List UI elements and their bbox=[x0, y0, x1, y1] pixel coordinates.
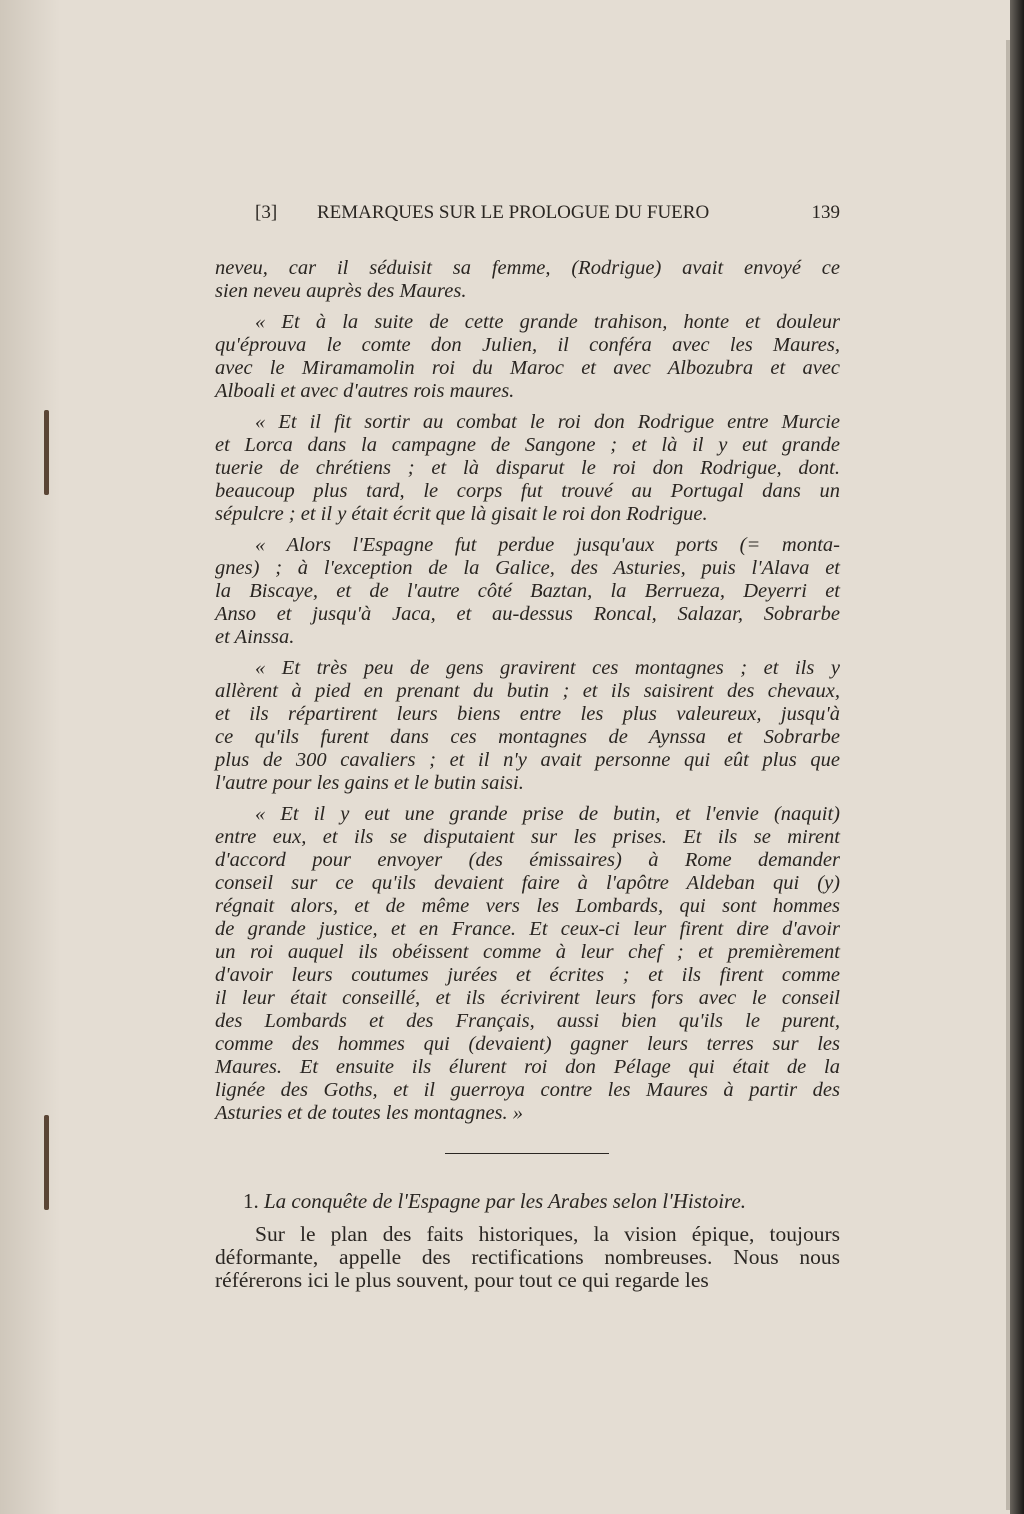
text-line: lignée des Goths, et il guerroya contre les Maures à partir des bbox=[215, 1079, 840, 1101]
text-line: ce qu'ils furent dans ces montagnes de Aynssa et Sobrarbe bbox=[215, 726, 840, 748]
binding-stitch bbox=[44, 1115, 49, 1210]
text-line: sépulcre ; et il y était écrit que là gisait le roi don Rodrigue. bbox=[215, 503, 708, 525]
binding-stitch bbox=[44, 410, 49, 495]
page-edge-dark bbox=[1010, 0, 1024, 1514]
body-paragraph bbox=[215, 1223, 840, 1300]
section-divider bbox=[445, 1153, 609, 1154]
text-line: déformante, appelle des rectifications nombreuses. Nous nous bbox=[215, 1245, 840, 1269]
text-line: « Et il y eut une grande prise de butin, et l'envie (naquit) bbox=[255, 803, 840, 825]
running-header bbox=[255, 202, 840, 228]
text-line: régnait alors, et de même vers les Lombards, qui sont hommes bbox=[215, 895, 840, 917]
text-line: d'avoir leurs coutumes jurées et écrites ; et ils firent comme bbox=[215, 964, 840, 986]
text-line: conseil sur ce qu'ils devaient faire à l'apôtre Aldeban qui (y) bbox=[215, 872, 840, 894]
text-line: un roi auquel ils obéissent comme à leur chef ; et premièrement bbox=[215, 941, 840, 963]
text-line: des Lombards et des Français, aussi bien qu'ils le purent, bbox=[215, 1010, 840, 1032]
paragraph bbox=[215, 257, 840, 303]
section-heading bbox=[243, 1189, 746, 1214]
section-heading-number: 1. bbox=[243, 1189, 259, 1213]
text-line: beaucoup plus tard, le corps fut trouvé au Portugal dans un bbox=[215, 480, 840, 502]
text-line: et Lorca dans la campagne de Sangone ; et là il y eut grande bbox=[215, 434, 840, 456]
text-line: « Et il fit sortir au combat le roi don Rodrigue entre Murcie bbox=[255, 411, 840, 433]
text-line: Alboali et avec d'autres rois maures. bbox=[215, 380, 515, 402]
text-line: « Et à la suite de cette grande trahison, honte et douleur bbox=[255, 311, 840, 333]
paragraph bbox=[215, 534, 840, 649]
text-line: plus de 300 cavaliers ; et il n'y avait personne qui eût plus que bbox=[215, 749, 840, 771]
text-line: Anso et jusqu'à Jaca, et au-dessus Roncal, Salazar, Sobrarbe bbox=[215, 603, 840, 625]
text-line: Asturies et de toutes les montagnes. » bbox=[215, 1102, 524, 1124]
text-line: de grande justice, et en France. Et ceux-ci leur firent dire d'avoir bbox=[215, 918, 840, 940]
text-line: et ils répartirent leurs biens entre les plus valeureux, jusqu'à bbox=[215, 703, 840, 725]
paragraph bbox=[215, 1223, 840, 1292]
text-line: l'autre pour les gains et le butin saisi. bbox=[215, 772, 524, 794]
text-line: allèrent à pied en prenant du butin ; et ils saisirent des chevaux, bbox=[215, 680, 840, 702]
text-line: Sur le plan des faits historiques, la vision épique, toujours bbox=[255, 1222, 840, 1246]
section-number: [3] bbox=[255, 202, 278, 223]
text-line: la Biscaye, et de l'autre côté Baztan, la Berrueza, Deyerri et bbox=[215, 580, 840, 602]
text-line: « Alors l'Espagne fut perdue jusqu'aux ports (= monta- bbox=[255, 534, 840, 556]
text-line: sien neveu auprès des Maures. bbox=[215, 280, 467, 302]
quoted-text bbox=[215, 257, 840, 1133]
text-line: d'accord pour envoyer (des émissaires) à Rome demander bbox=[215, 849, 840, 871]
text-line: « Et très peu de gens gravirent ces montagnes ; et ils y bbox=[255, 657, 840, 679]
book-spine-shadow bbox=[0, 0, 60, 1514]
paragraph bbox=[215, 657, 840, 795]
text-line: et Ainssa. bbox=[215, 626, 295, 648]
text-line: gnes) ; à l'exception de la Galice, des Asturies, puis l'Alava et bbox=[215, 557, 840, 579]
paragraph bbox=[215, 311, 840, 403]
text-line: comme des hommes qui (devaient) gagner leurs terres sur les bbox=[215, 1033, 840, 1055]
paragraph bbox=[215, 803, 840, 1125]
paragraph bbox=[215, 411, 840, 526]
text-line: avec le Miramamolin roi du Maroc et avec Albozubra et avec bbox=[215, 357, 840, 379]
text-line: Maures. Et ensuite ils élurent roi don Pélage qui était de la bbox=[215, 1056, 840, 1078]
section-heading-title: La conquête de l'Espagne par les Arabes selon l'Histoire. bbox=[264, 1189, 747, 1213]
text-line: tuerie de chrétiens ; et là disparut le roi don Rodrigue, dont. bbox=[215, 457, 840, 479]
text-line: entre eux, et ils se disputaient sur les prises. Et ils se mirent bbox=[215, 826, 840, 848]
running-title: REMARQUES SUR LE PROLOGUE DU FUERO bbox=[317, 202, 710, 223]
text-line: qu'éprouva le comte don Julien, il conféra avec les Maures, bbox=[215, 334, 840, 356]
page-number: 139 bbox=[811, 202, 840, 223]
text-line: neveu, car il séduisit sa femme, (Rodrigue) avait envoyé ce bbox=[215, 257, 840, 279]
text-line: il leur était conseillé, et ils écrivirent leurs fors avec le conseil bbox=[215, 987, 840, 1009]
text-line: référerons ici le plus souvent, pour tout ce qui regarde les bbox=[215, 1268, 709, 1292]
